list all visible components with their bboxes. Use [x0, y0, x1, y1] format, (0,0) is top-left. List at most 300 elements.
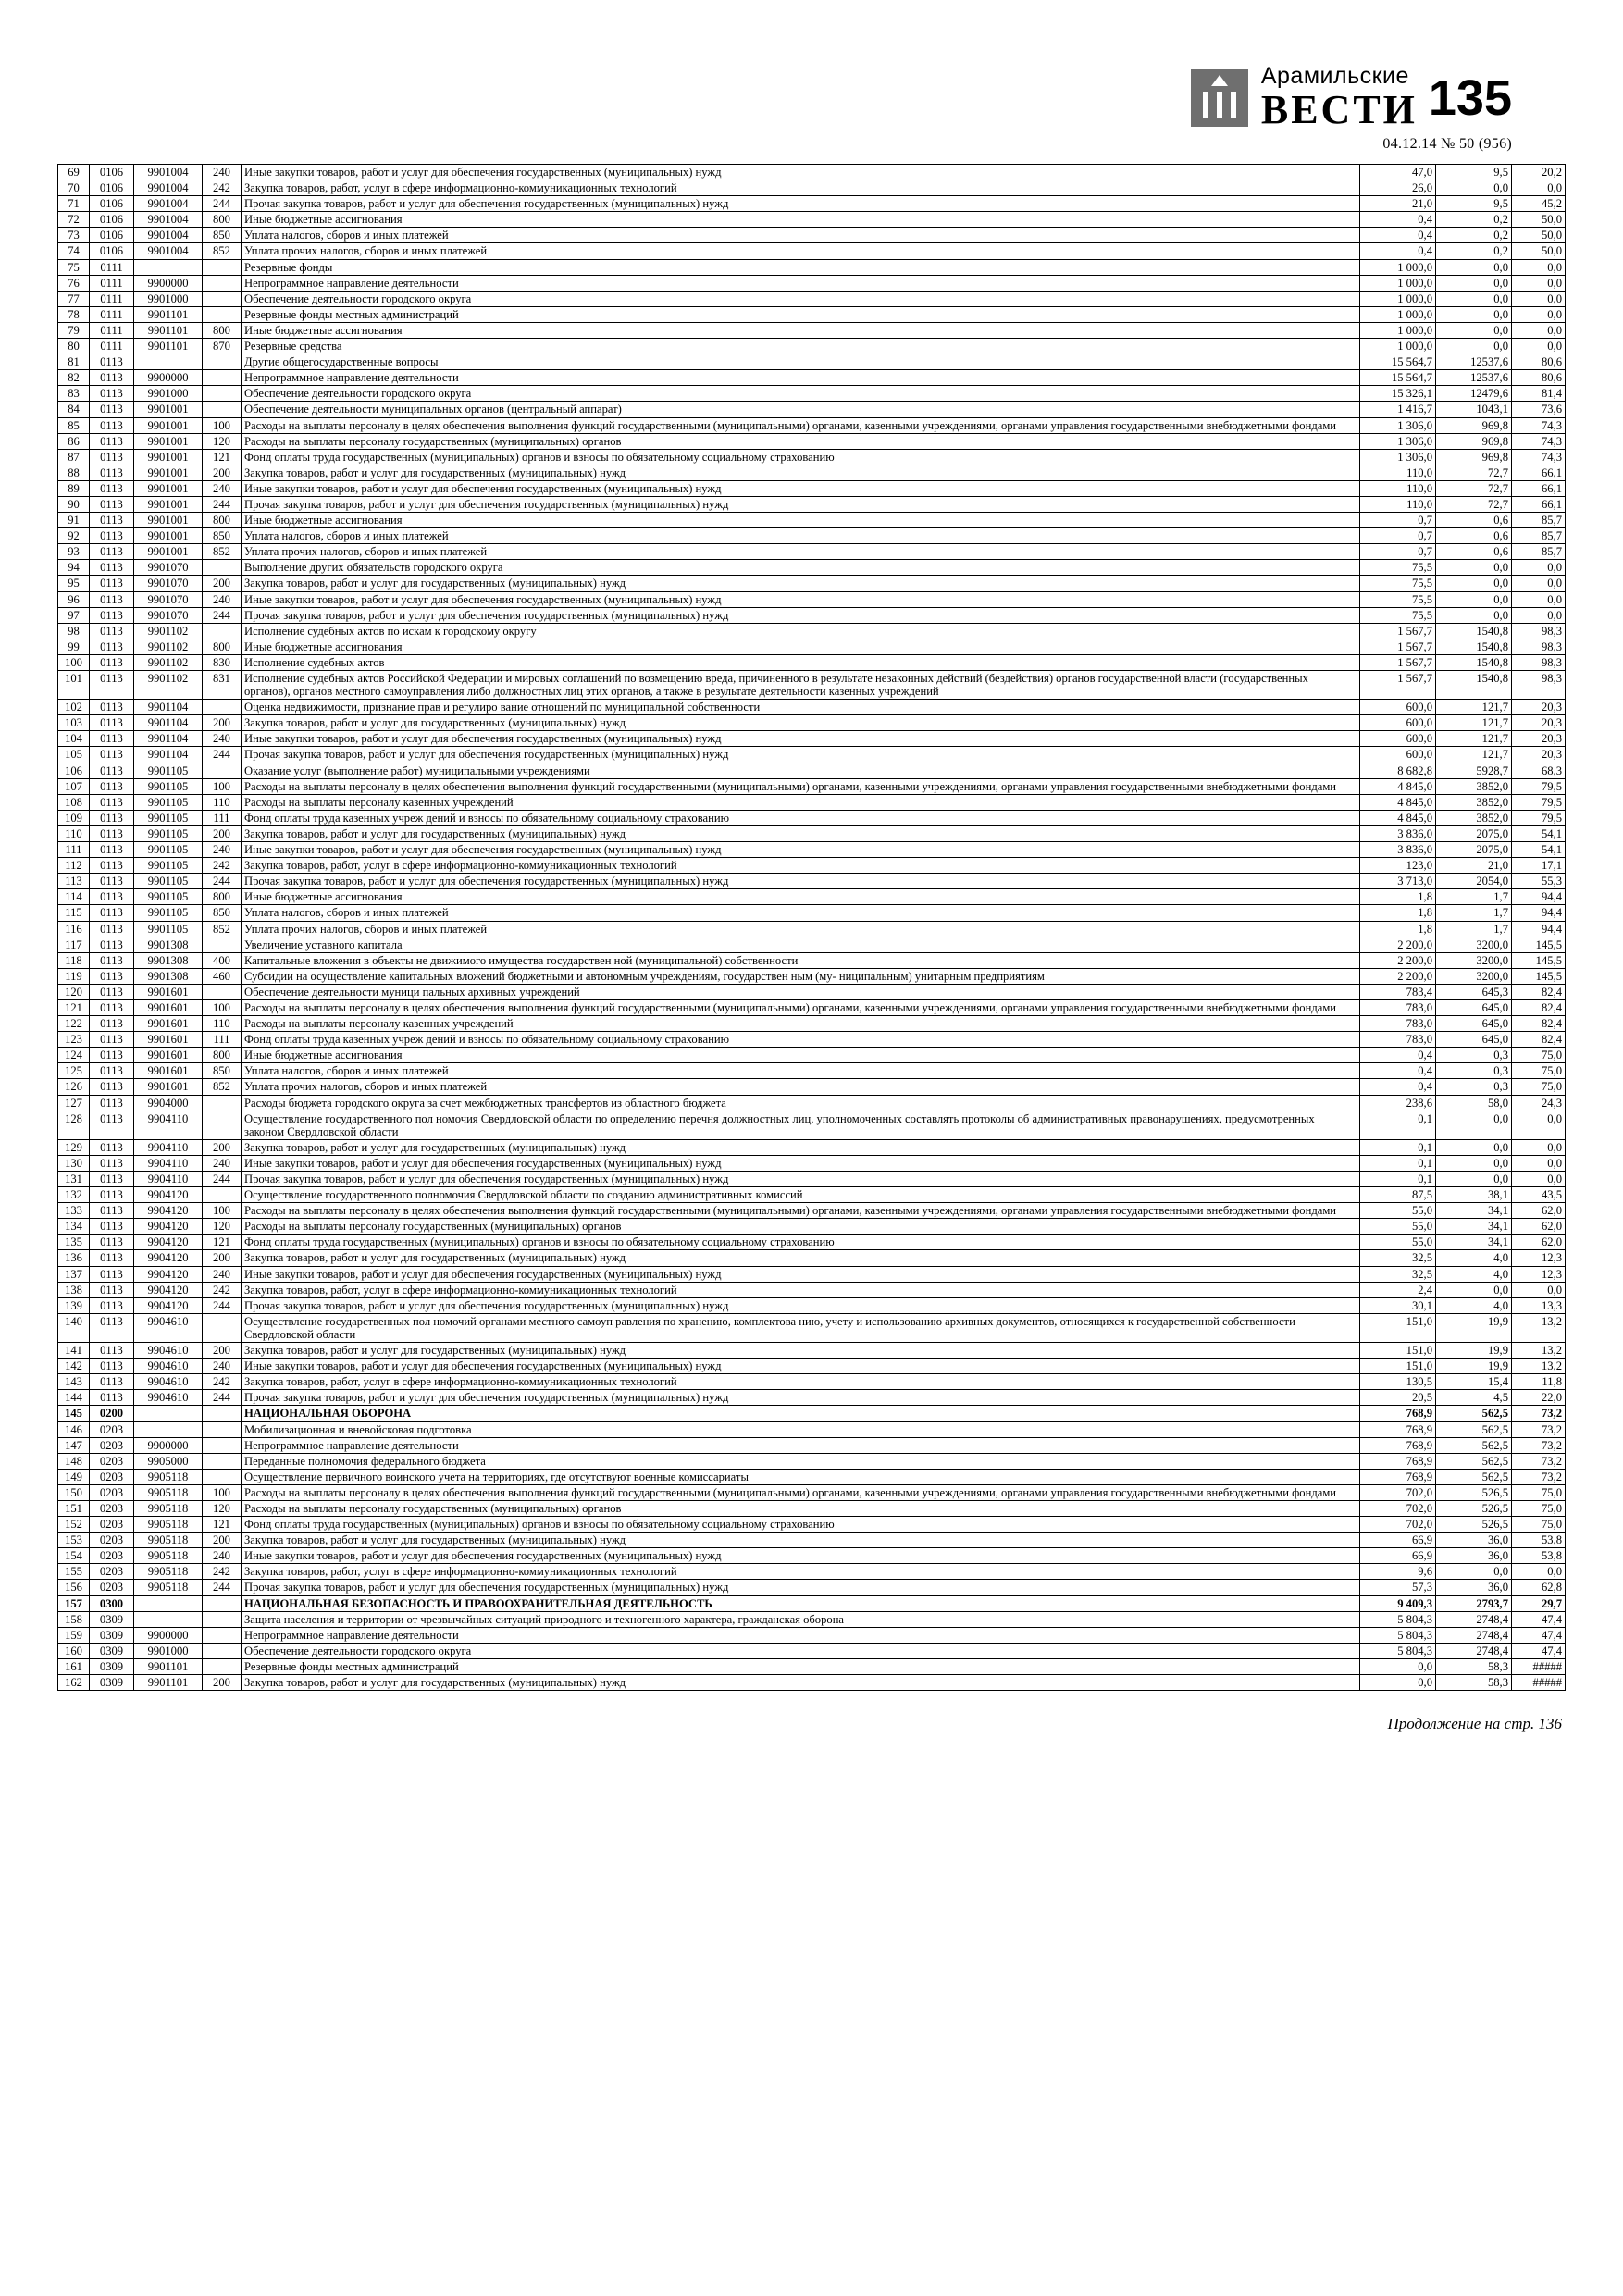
- table-row: [58, 937, 1566, 952]
- cell-nm: Фонд оплаты труда государственных (муниципальных) органов и взносы по обязательному социальному страхованию: [242, 1517, 1360, 1533]
- cell-v2: 3852,0: [1436, 810, 1512, 825]
- cell-n: 129: [58, 1139, 90, 1155]
- cell-rz: 0106: [90, 180, 134, 196]
- cell-v3: 85,7: [1512, 544, 1566, 560]
- cell-v1: 783,0: [1360, 1016, 1436, 1032]
- cell-nm: Закупка товаров, работ, услуг в сфере информационно-коммуникационных технологий: [242, 858, 1360, 874]
- cell-tsr: 9901004: [134, 228, 203, 243]
- cell-rz: 0111: [90, 322, 134, 338]
- cell-rz: 0203: [90, 1469, 134, 1484]
- table-row: [58, 165, 1566, 180]
- cell-v2: 2748,4: [1436, 1627, 1512, 1643]
- cell-nm: Выполнение других обязательств городского округа: [242, 560, 1360, 576]
- cell-rz: 0106: [90, 196, 134, 212]
- cell-v3: 62,8: [1512, 1580, 1566, 1595]
- cell-n: 77: [58, 291, 90, 306]
- cell-vr: 200: [203, 1343, 242, 1359]
- table-row: [58, 1297, 1566, 1313]
- cell-rz: 0203: [90, 1437, 134, 1453]
- cell-n: 95: [58, 576, 90, 591]
- cell-v1: 768,9: [1360, 1406, 1436, 1421]
- cell-v1: 702,0: [1360, 1484, 1436, 1500]
- cell-tsr: [134, 1611, 203, 1627]
- cell-vr: 100: [203, 417, 242, 433]
- cell-v3: 145,5: [1512, 968, 1566, 984]
- cell-nm: Обеспечение деятельности городского округа: [242, 386, 1360, 402]
- cell-n: 105: [58, 747, 90, 763]
- cell-vr: [203, 402, 242, 417]
- cell-v1: 5 804,3: [1360, 1643, 1436, 1658]
- table-row: [58, 1063, 1566, 1079]
- cell-vr: 240: [203, 1266, 242, 1282]
- cell-v3: 85,7: [1512, 513, 1566, 528]
- cell-v3: 85,7: [1512, 528, 1566, 544]
- cell-v3: 13,3: [1512, 1297, 1566, 1313]
- cell-nm: Иные бюджетные ассигнования: [242, 1048, 1360, 1063]
- cell-vr: 242: [203, 1564, 242, 1580]
- cell-v3: 0,0: [1512, 339, 1566, 354]
- cell-tsr: [134, 259, 203, 275]
- table-row: [58, 671, 1566, 700]
- cell-rz: 0113: [90, 528, 134, 544]
- cell-nm: Прочая закупка товаров, работ и услуг для обеспечения государственных (муниципальных) нужд: [242, 496, 1360, 512]
- cell-n: 117: [58, 937, 90, 952]
- cell-v3: 50,0: [1512, 243, 1566, 259]
- table-row: [58, 1374, 1566, 1390]
- cell-tsr: 9901102: [134, 639, 203, 654]
- cell-n: 93: [58, 544, 90, 560]
- cell-n: 159: [58, 1627, 90, 1643]
- cell-v3: 0,0: [1512, 1155, 1566, 1171]
- cell-vr: 240: [203, 480, 242, 496]
- cell-tsr: 9900000: [134, 1627, 203, 1643]
- cell-v1: 0,1: [1360, 1172, 1436, 1187]
- cell-n: 84: [58, 402, 90, 417]
- cell-v2: 19,9: [1436, 1343, 1512, 1359]
- table-row: [58, 1469, 1566, 1484]
- cell-vr: 852: [203, 1079, 242, 1095]
- cell-rz: 0113: [90, 700, 134, 715]
- cell-v3: 50,0: [1512, 228, 1566, 243]
- cell-v3: 94,4: [1512, 905, 1566, 921]
- cell-v2: 121,7: [1436, 747, 1512, 763]
- cell-v1: 1,8: [1360, 905, 1436, 921]
- cell-v3: 13,2: [1512, 1343, 1566, 1359]
- cell-v1: 238,6: [1360, 1095, 1436, 1111]
- cell-tsr: 9901105: [134, 905, 203, 921]
- cell-v3: 0,0: [1512, 1172, 1566, 1187]
- cell-vr: 460: [203, 968, 242, 984]
- cell-tsr: 9905118: [134, 1580, 203, 1595]
- cell-rz: 0113: [90, 417, 134, 433]
- cell-rz: 0113: [90, 825, 134, 841]
- cell-vr: [203, 1627, 242, 1643]
- table-row: [58, 1079, 1566, 1095]
- budget-table-body: [58, 165, 1566, 1691]
- cell-tsr: 9901308: [134, 937, 203, 952]
- cell-tsr: 9901101: [134, 1675, 203, 1691]
- cell-v3: 0,0: [1512, 591, 1566, 607]
- cell-v3: 82,4: [1512, 984, 1566, 999]
- cell-tsr: [134, 1406, 203, 1421]
- cell-tsr: 9901601: [134, 1032, 203, 1048]
- cell-v3: 75,0: [1512, 1500, 1566, 1516]
- cell-rz: 0113: [90, 810, 134, 825]
- cell-vr: 244: [203, 747, 242, 763]
- cell-nm: Прочая закупка товаров, работ и услуг для обеспечения государственных (муниципальных) нужд: [242, 607, 1360, 623]
- cell-v2: 645,0: [1436, 1016, 1512, 1032]
- cell-tsr: 9904110: [134, 1111, 203, 1139]
- cell-n: 86: [58, 433, 90, 449]
- cell-vr: [203, 984, 242, 999]
- cell-vr: 800: [203, 322, 242, 338]
- cell-tsr: 9901601: [134, 1048, 203, 1063]
- cell-rz: 0113: [90, 1313, 134, 1342]
- cell-n: 111: [58, 842, 90, 858]
- cell-v2: 36,0: [1436, 1533, 1512, 1548]
- cell-v1: 783,0: [1360, 1032, 1436, 1048]
- cell-tsr: 9901001: [134, 465, 203, 480]
- cell-v2: 526,5: [1436, 1517, 1512, 1533]
- cell-n: 137: [58, 1266, 90, 1282]
- cell-vr: 200: [203, 1533, 242, 1548]
- cell-v3: 45,2: [1512, 196, 1566, 212]
- cell-v3: 47,4: [1512, 1627, 1566, 1643]
- page-number: 135: [1428, 69, 1512, 126]
- table-row: [58, 1406, 1566, 1421]
- cell-vr: 100: [203, 1203, 242, 1219]
- cell-vr: [203, 354, 242, 370]
- cell-v3: 20,3: [1512, 747, 1566, 763]
- cell-rz: 0203: [90, 1500, 134, 1516]
- cell-n: 83: [58, 386, 90, 402]
- table-row: [58, 339, 1566, 354]
- cell-nm: Иные закупки товаров, работ и услуг для обеспечения государственных (муниципальных) нужд: [242, 1359, 1360, 1374]
- cell-v3: 54,1: [1512, 825, 1566, 841]
- cell-v3: 98,3: [1512, 623, 1566, 639]
- cell-vr: 200: [203, 825, 242, 841]
- cell-nm: НАЦИОНАЛЬНАЯ ОБОРОНА: [242, 1406, 1360, 1421]
- cell-nm: Закупка товаров, работ и услуг для государственных (муниципальных) нужд: [242, 1343, 1360, 1359]
- cell-rz: 0203: [90, 1517, 134, 1533]
- cell-vr: 121: [203, 1517, 242, 1533]
- cell-vr: [203, 259, 242, 275]
- cell-v3: 0,0: [1512, 306, 1566, 322]
- cell-nm: Обеспечение деятельности городского округа: [242, 291, 1360, 306]
- cell-nm: Переданные полномочия федерального бюджета: [242, 1453, 1360, 1469]
- cell-v3: 47,4: [1512, 1643, 1566, 1658]
- table-row: [58, 778, 1566, 794]
- table-row: [58, 433, 1566, 449]
- cell-vr: 200: [203, 715, 242, 731]
- cell-n: 102: [58, 700, 90, 715]
- cell-v2: 0,6: [1436, 544, 1512, 560]
- cell-tsr: 9901004: [134, 165, 203, 180]
- cell-v1: 21,0: [1360, 196, 1436, 212]
- cell-tsr: 9901104: [134, 715, 203, 731]
- cell-rz: 0309: [90, 1675, 134, 1691]
- cell-nm: Закупка товаров, работ и услуг для государственных (муниципальных) нужд: [242, 1250, 1360, 1266]
- cell-tsr: [134, 354, 203, 370]
- cell-nm: Резервные средства: [242, 339, 1360, 354]
- cell-tsr: 9901102: [134, 623, 203, 639]
- cell-v3: 0,0: [1512, 607, 1566, 623]
- cell-v2: 2748,4: [1436, 1611, 1512, 1627]
- cell-v3: 29,7: [1512, 1595, 1566, 1611]
- cell-v1: 0,7: [1360, 513, 1436, 528]
- cell-n: 112: [58, 858, 90, 874]
- cell-v1: 9 409,3: [1360, 1595, 1436, 1611]
- cell-v1: 0,4: [1360, 228, 1436, 243]
- cell-v1: 151,0: [1360, 1313, 1436, 1342]
- cell-rz: 0113: [90, 1095, 134, 1111]
- cell-v3: 0,0: [1512, 180, 1566, 196]
- cell-n: 106: [58, 763, 90, 778]
- cell-vr: 800: [203, 513, 242, 528]
- cell-rz: 0300: [90, 1595, 134, 1611]
- cell-rz: 0309: [90, 1643, 134, 1658]
- cell-tsr: 9901070: [134, 607, 203, 623]
- cell-rz: 0113: [90, 1111, 134, 1139]
- cell-nm: Закупка товаров, работ, услуг в сфере информационно-коммуникационных технологий: [242, 1282, 1360, 1297]
- cell-n: 136: [58, 1250, 90, 1266]
- cell-v1: 0,7: [1360, 528, 1436, 544]
- cell-v3: 80,6: [1512, 370, 1566, 386]
- cell-nm: Закупка товаров, работ и услуг для государственных (муниципальных) нужд: [242, 715, 1360, 731]
- cell-vr: 242: [203, 858, 242, 874]
- cell-v1: 110,0: [1360, 496, 1436, 512]
- cell-vr: 850: [203, 905, 242, 921]
- cell-v2: 4,5: [1436, 1390, 1512, 1406]
- cell-nm: Осуществление государственного пол номочия Свердловской области по определению перечня должностных лиц, уполномоченных составлять протоколы об административных правонарушениях, предусмотренных законом Свердловской области: [242, 1111, 1360, 1139]
- cell-vr: [203, 1643, 242, 1658]
- cell-rz: 0113: [90, 591, 134, 607]
- table-row: [58, 968, 1566, 984]
- cell-n: 78: [58, 306, 90, 322]
- cell-v2: 0,2: [1436, 243, 1512, 259]
- cell-vr: 830: [203, 654, 242, 670]
- cell-v2: 969,8: [1436, 433, 1512, 449]
- table-row: [58, 1313, 1566, 1342]
- table-row: [58, 180, 1566, 196]
- cell-tsr: 9901104: [134, 747, 203, 763]
- cell-v2: 12537,6: [1436, 370, 1512, 386]
- cell-v3: 94,4: [1512, 921, 1566, 937]
- cell-v1: 5 804,3: [1360, 1627, 1436, 1643]
- cell-v3: 80,6: [1512, 354, 1566, 370]
- cell-rz: 0113: [90, 449, 134, 465]
- cell-v2: 0,3: [1436, 1063, 1512, 1079]
- table-row: [58, 810, 1566, 825]
- cell-rz: 0113: [90, 1219, 134, 1235]
- cell-n: 119: [58, 968, 90, 984]
- cell-v1: 55,0: [1360, 1235, 1436, 1250]
- cell-vr: 200: [203, 1675, 242, 1691]
- cell-tsr: 9901105: [134, 874, 203, 889]
- cell-v2: 58,0: [1436, 1095, 1512, 1111]
- table-row: [58, 952, 1566, 968]
- cell-n: 91: [58, 513, 90, 528]
- table-row: [58, 1675, 1566, 1691]
- cell-v2: 3200,0: [1436, 937, 1512, 952]
- cell-v1: 1 000,0: [1360, 306, 1436, 322]
- cell-v3: 66,1: [1512, 465, 1566, 480]
- cell-v2: 0,0: [1436, 576, 1512, 591]
- cell-v2: 36,0: [1436, 1548, 1512, 1564]
- cell-vr: [203, 1095, 242, 1111]
- cell-rz: 0113: [90, 1016, 134, 1032]
- cell-nm: Иные бюджетные ассигнования: [242, 513, 1360, 528]
- cell-n: 71: [58, 196, 90, 212]
- cell-vr: 850: [203, 528, 242, 544]
- cell-v3: 22,0: [1512, 1390, 1566, 1406]
- cell-rz: 0113: [90, 858, 134, 874]
- cell-v2: 12479,6: [1436, 386, 1512, 402]
- cell-v1: 123,0: [1360, 858, 1436, 874]
- table-row: [58, 212, 1566, 228]
- cell-v2: 1540,8: [1436, 639, 1512, 654]
- table-row: [58, 747, 1566, 763]
- table-row: [58, 1139, 1566, 1155]
- table-row: [58, 1500, 1566, 1516]
- cell-v3: 0,0: [1512, 560, 1566, 576]
- cell-v3: 73,2: [1512, 1421, 1566, 1437]
- cell-rz: 0113: [90, 370, 134, 386]
- cell-tsr: 9901105: [134, 889, 203, 905]
- cell-nm: Иные бюджетные ассигнования: [242, 889, 1360, 905]
- cell-nm: Иные закупки товаров, работ и услуг для обеспечения государственных (муниципальных) нужд: [242, 591, 1360, 607]
- table-row: [58, 1095, 1566, 1111]
- cell-n: 72: [58, 212, 90, 228]
- cell-rz: 0113: [90, 1063, 134, 1079]
- cell-tsr: [134, 1595, 203, 1611]
- cell-n: 128: [58, 1111, 90, 1139]
- cell-v3: 12,3: [1512, 1266, 1566, 1282]
- cell-n: 148: [58, 1453, 90, 1469]
- cell-v2: 2054,0: [1436, 874, 1512, 889]
- cell-v1: 0,4: [1360, 212, 1436, 228]
- cell-v3: 0,0: [1512, 1139, 1566, 1155]
- cell-vr: 100: [203, 1484, 242, 1500]
- cell-rz: 0106: [90, 228, 134, 243]
- cell-v3: 13,2: [1512, 1359, 1566, 1374]
- cell-v3: 145,5: [1512, 952, 1566, 968]
- cell-v2: 72,7: [1436, 496, 1512, 512]
- cell-v2: 0,3: [1436, 1048, 1512, 1063]
- cell-n: 140: [58, 1313, 90, 1342]
- cell-rz: 0106: [90, 212, 134, 228]
- cell-v2: 0,0: [1436, 306, 1512, 322]
- cell-v3: 145,5: [1512, 937, 1566, 952]
- cell-nm: Закупка товаров, работ, услуг в сфере информационно-коммуникационных технологий: [242, 180, 1360, 196]
- cell-n: 158: [58, 1611, 90, 1627]
- cell-nm: Осуществление государственного полномочия Свердловской области по созданию административных комиссий: [242, 1187, 1360, 1203]
- cell-vr: 120: [203, 433, 242, 449]
- cell-vr: 240: [203, 1155, 242, 1171]
- table-row: [58, 1484, 1566, 1500]
- cell-nm: Расходы на выплаты персоналу в целях обеспечения выполнения функций государственными (муниципальными) органами, казенными учреждениями, органами управления государственными внебюджетными фондами: [242, 1484, 1360, 1500]
- cell-nm: Исполнение судебных актов по искам к городскому округу: [242, 623, 1360, 639]
- cell-vr: 850: [203, 228, 242, 243]
- cell-n: 98: [58, 623, 90, 639]
- cell-tsr: 9904110: [134, 1172, 203, 1187]
- cell-v2: 645,0: [1436, 1032, 1512, 1048]
- table-row: [58, 1250, 1566, 1266]
- cell-rz: 0113: [90, 794, 134, 810]
- cell-n: 109: [58, 810, 90, 825]
- cell-rz: 0113: [90, 480, 134, 496]
- table-row: [58, 322, 1566, 338]
- cell-rz: 0113: [90, 763, 134, 778]
- cell-rz: 0113: [90, 905, 134, 921]
- cell-vr: 240: [203, 1359, 242, 1374]
- cell-nm: Прочая закупка товаров, работ и услуг для обеспечения государственных (муниципальных) нужд: [242, 1390, 1360, 1406]
- cell-rz: 0203: [90, 1533, 134, 1548]
- table-row: [58, 1453, 1566, 1469]
- cell-tsr: 9901104: [134, 700, 203, 715]
- cell-n: 88: [58, 465, 90, 480]
- cell-v1: 75,5: [1360, 607, 1436, 623]
- cell-vr: 800: [203, 212, 242, 228]
- cell-rz: 0113: [90, 889, 134, 905]
- cell-n: 82: [58, 370, 90, 386]
- cell-n: 76: [58, 275, 90, 291]
- budget-table: [57, 164, 1566, 1691]
- cell-v2: 121,7: [1436, 731, 1512, 747]
- cell-v1: 2 200,0: [1360, 952, 1436, 968]
- cell-vr: [203, 700, 242, 715]
- cell-rz: 0111: [90, 259, 134, 275]
- paper-name-main: ВЕСТИ: [1260, 87, 1418, 132]
- cell-tsr: 9905118: [134, 1533, 203, 1548]
- cell-nm: Фонд оплаты труда казенных учреж дений и взносы по обязательному социальному страхованию: [242, 810, 1360, 825]
- cell-nm: Резервные фонды местных администраций: [242, 306, 1360, 322]
- cell-nm: Иные закупки товаров, работ и услуг для обеспечения государственных (муниципальных) нужд: [242, 731, 1360, 747]
- cell-v1: 768,9: [1360, 1437, 1436, 1453]
- cell-v1: 1 306,0: [1360, 417, 1436, 433]
- cell-v3: 0,0: [1512, 1111, 1566, 1139]
- cell-v3: 0,0: [1512, 1282, 1566, 1297]
- cell-v3: 73,2: [1512, 1453, 1566, 1469]
- cell-vr: 100: [203, 999, 242, 1015]
- cell-nm: Непрограммное направление деятельности: [242, 1627, 1360, 1643]
- cell-vr: [203, 370, 242, 386]
- cell-n: 135: [58, 1235, 90, 1250]
- cell-n: 69: [58, 165, 90, 180]
- cell-v1: 1 000,0: [1360, 339, 1436, 354]
- cell-nm: Уплата прочих налогов, сборов и иных платежей: [242, 243, 1360, 259]
- cell-n: 118: [58, 952, 90, 968]
- cell-n: 90: [58, 496, 90, 512]
- cell-vr: [203, 763, 242, 778]
- cell-nm: Защита населения и территории от чрезвычайных ситуаций природного и техногенного характера, гражданская оборона: [242, 1611, 1360, 1627]
- cell-v1: 0,1: [1360, 1155, 1436, 1171]
- cell-nm: Уплата налогов, сборов и иных платежей: [242, 905, 1360, 921]
- paper-name-top: Арамильские: [1260, 63, 1409, 89]
- cell-v1: 0,0: [1360, 1658, 1436, 1674]
- cell-tsr: 9901070: [134, 591, 203, 607]
- cell-nm: Субсидии на осуществление капитальных вложений бюджетными и автономным учреждениям, государствен ным (му- ниципальным) унитарным предприятиям: [242, 968, 1360, 984]
- cell-vr: 852: [203, 243, 242, 259]
- cell-nm: Фонд оплаты труда государственных (муниципальных) органов и взносы по обязательному социальному страхованию: [242, 1235, 1360, 1250]
- cell-tsr: 9901070: [134, 576, 203, 591]
- cell-v1: 26,0: [1360, 180, 1436, 196]
- cell-v2: 58,3: [1436, 1675, 1512, 1691]
- table-row: [58, 1390, 1566, 1406]
- cell-v3: 73,2: [1512, 1406, 1566, 1421]
- cell-tsr: 9904610: [134, 1343, 203, 1359]
- cell-v2: 0,2: [1436, 228, 1512, 243]
